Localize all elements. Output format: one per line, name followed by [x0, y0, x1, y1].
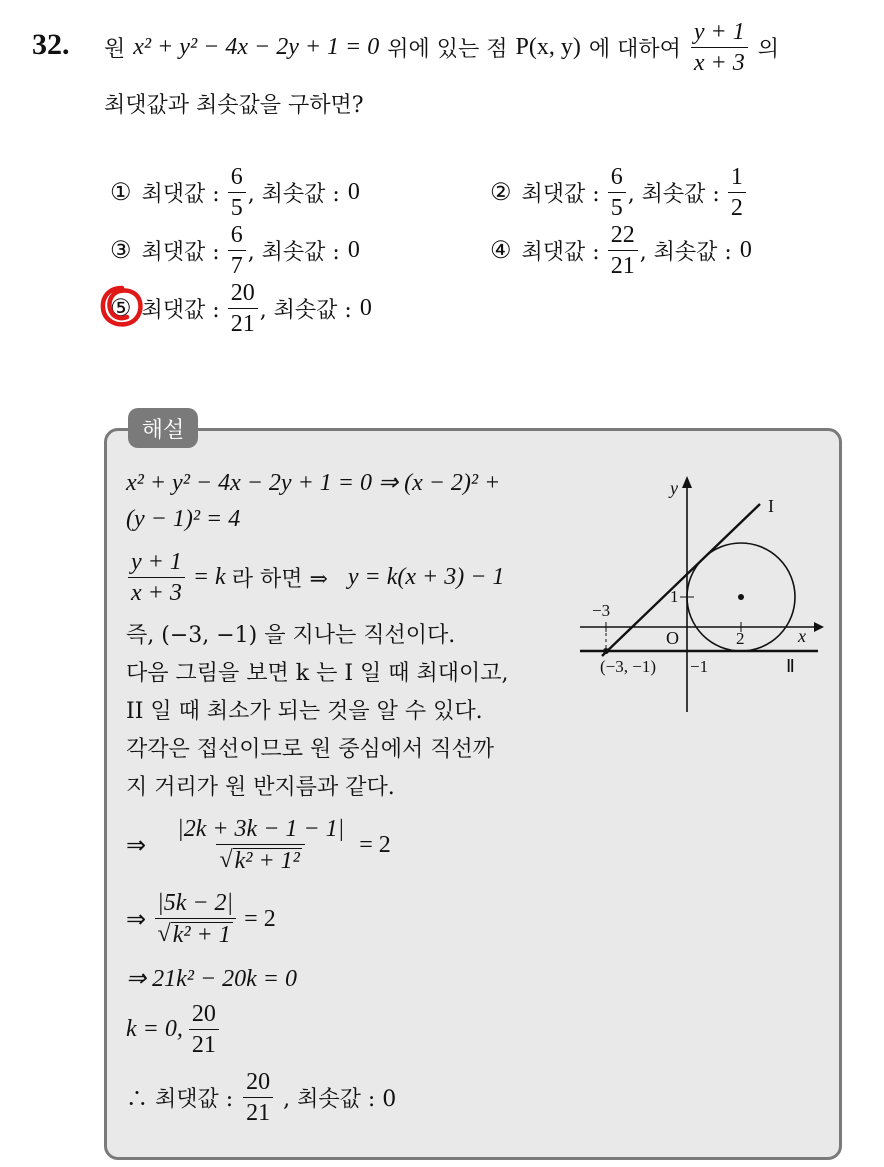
solution-line-6: II 일 때 최소가 되는 것을 알 수 있다.	[126, 699, 483, 724]
solution-line-3	[126, 544, 504, 610]
x-axis-arrow-icon	[814, 622, 824, 632]
question-fraction	[691, 20, 748, 75]
frac-num: y + 1	[131, 548, 182, 575]
point-label: (−3, −1)	[600, 657, 656, 676]
frac-num: 20	[246, 1068, 271, 1095]
frac-num: 22	[610, 221, 635, 248]
option-max-label: 최댓값 :	[141, 181, 220, 207]
arrow: ⇒	[126, 906, 147, 933]
solution-line-eq: y = k(x + 3) − 1	[347, 563, 505, 590]
line-1-label: I	[768, 496, 774, 516]
frac-den: 5	[228, 192, 246, 220]
option-mark: ①	[110, 178, 132, 206]
k-frac	[189, 1002, 219, 1057]
option-min-label: , 최솟값 :	[247, 181, 340, 207]
solution-frac	[128, 550, 185, 605]
option-max-label: 최댓값 :	[521, 181, 600, 207]
frac-den: 21	[243, 1097, 273, 1125]
option-max-label: 최댓값 :	[141, 297, 220, 323]
question-point: P(x, y)	[515, 33, 581, 60]
sqrt: √ k² + 1	[157, 921, 231, 948]
k-values: k = 0,	[126, 1015, 183, 1042]
option-min-value: 0	[739, 236, 752, 263]
frac-den: 2	[728, 192, 746, 220]
solution-dist-frac-2	[154, 891, 236, 947]
answer-min-label: , 최솟값 : 0	[283, 1086, 397, 1112]
frac-num: |5k − 2|	[157, 890, 234, 916]
question-fraction-den: x + 3	[691, 47, 748, 75]
option-5[interactable]	[110, 276, 372, 340]
x-axis-label: x	[798, 626, 806, 646]
option-min-label: , 최솟값 :	[247, 239, 340, 265]
option-mark: ②	[490, 178, 512, 206]
frac-num: 6	[230, 163, 243, 190]
option-2[interactable]	[490, 160, 748, 224]
frac-den: 7	[228, 250, 246, 278]
frac-den: 21	[189, 1029, 219, 1057]
solution-line-2: (y − 1)² = 4	[126, 506, 241, 532]
frac-den: x + 3	[128, 577, 185, 605]
frac-num: 1	[730, 163, 743, 190]
tick-label-y-neg1: −1	[690, 657, 709, 676]
frac-den: 21	[608, 250, 638, 278]
eq-end: = 2	[244, 905, 276, 932]
radicand: k² + 1	[172, 922, 231, 948]
solution-graph	[560, 470, 830, 720]
option-min-value: 0	[347, 178, 360, 205]
question-line-2: 최댓값과 최솟값을 구하면?	[104, 93, 364, 118]
option-max-fraction	[228, 223, 246, 278]
solution-line-1: x² + y² − 4x − 2y + 1 = 0 ⇒ (x − 2)² +	[126, 470, 501, 496]
circle-center	[738, 594, 744, 600]
option-mark: ⑤	[110, 294, 132, 322]
y-axis-label: y	[670, 478, 678, 498]
option-mark: ④	[490, 236, 512, 264]
option-max-label: 최댓값 :	[521, 239, 600, 265]
tick-label-x2: 2	[736, 629, 745, 648]
tick-label-y1: 1	[670, 587, 679, 606]
eq-end: = 2	[359, 831, 391, 858]
frac-den: 5	[608, 192, 626, 220]
option-min-value: 0	[359, 294, 372, 321]
solution-kor: 라 하면 ⇒	[231, 566, 328, 592]
option-min-label: , 최솟값 :	[627, 181, 720, 207]
question-text-c: 에 대하여	[588, 36, 681, 62]
option-4[interactable]	[490, 218, 752, 282]
option-min-label: , 최솟값 :	[259, 297, 352, 323]
answer-circle-icon	[98, 284, 146, 330]
frac-num: 20	[191, 1000, 216, 1027]
frac-num: 6	[610, 163, 623, 190]
option-max-label: 최댓값 :	[141, 239, 220, 265]
option-max-fraction	[228, 165, 246, 220]
sqrt: √ k² + 1²	[219, 847, 300, 874]
question-fraction-num: y + 1	[693, 18, 745, 45]
arrow: ⇒	[126, 832, 147, 859]
solution-line-5: 다음 그림을 보면 k 는 I 일 때 최대이고,	[126, 661, 509, 686]
answer-frac	[243, 1070, 273, 1125]
radicand: k² + 1²	[234, 848, 300, 874]
option-1[interactable]	[110, 160, 360, 224]
frac-den: 21	[228, 308, 258, 336]
option-max-fraction	[608, 165, 626, 220]
solution-line-9	[126, 810, 391, 880]
question-text-a: 원	[104, 36, 126, 62]
option-min-fraction	[728, 165, 746, 220]
frac-num: 20	[230, 279, 255, 306]
y-axis-arrow-icon	[682, 476, 692, 488]
solution-line-8: 지 거리가 원 반지름과 같다.	[126, 775, 395, 800]
solution-line-12	[126, 996, 221, 1062]
solution-dist-frac	[174, 817, 347, 873]
solution-line-11: ⇒ 21k² − 20k = 0	[126, 966, 297, 992]
option-max-fraction	[228, 281, 258, 336]
frac-num: |2k + 3k − 1 − 1|	[177, 816, 345, 842]
solution-line-4: 즉, (−3, −1) 을 지나는 직선이다.	[126, 623, 456, 648]
option-3[interactable]	[110, 218, 360, 282]
option-min-label: , 최솟값 :	[639, 239, 732, 265]
option-mark: ③	[110, 236, 132, 264]
origin-label: O	[666, 628, 679, 648]
frac-den	[216, 844, 304, 873]
frac-num: 6	[230, 221, 243, 248]
tick-label-x-neg3: −3	[592, 601, 611, 620]
question-line-1	[104, 14, 779, 80]
answer-max-label: ∴ 최댓값 :	[126, 1086, 234, 1112]
solution-eq-k: = k	[192, 563, 226, 590]
question-text-d: 의	[757, 36, 779, 62]
solution-tab: 해설	[128, 408, 198, 448]
question-number: 32.	[32, 28, 70, 61]
question-equation: x² + y² − 4x − 2y + 1 = 0	[133, 33, 380, 60]
frac-den	[155, 918, 236, 947]
solution-line-10	[126, 884, 276, 954]
option-max-fraction	[608, 223, 638, 278]
solution-line-7: 각각은 접선이므로 원 중심에서 직선까	[126, 737, 495, 762]
solution-line-13	[126, 1064, 396, 1130]
option-min-value: 0	[347, 236, 360, 263]
line-2-label: Ⅱ	[786, 656, 795, 676]
point-neg3-neg1	[603, 648, 609, 654]
question-text-b: 위에 있는 점	[387, 36, 508, 62]
